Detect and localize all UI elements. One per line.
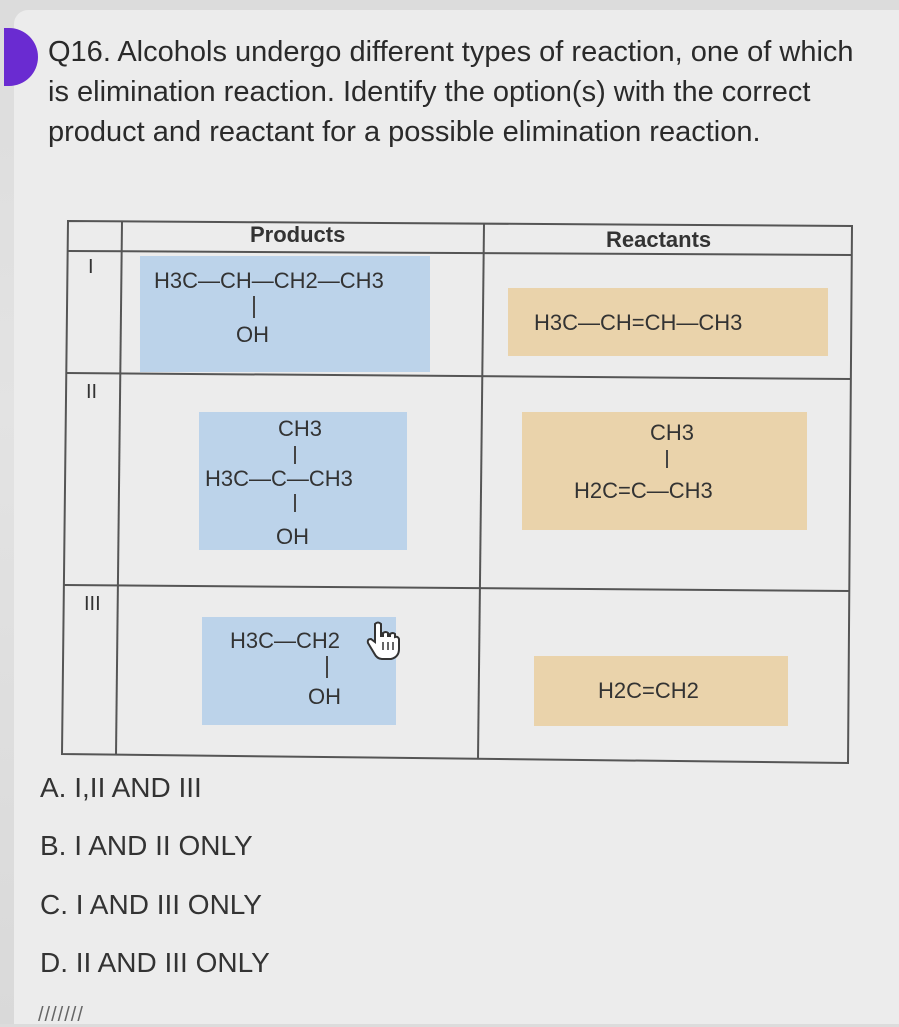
- question-text: Q16. Alcohols undergo different types of reaction, one of which is elimination reaction. Identify the option(s) with the correct product and reactant for a possible elimination reaction.: [48, 36, 854, 148]
- product-ii-top: CH3: [278, 416, 323, 441]
- row-label-iii: III: [84, 593, 101, 615]
- product-ii-oh: OH: [276, 524, 309, 549]
- option-c[interactable]: C. I AND III ONLY: [40, 889, 262, 920]
- option-a[interactable]: A. I,II AND III: [40, 772, 202, 803]
- product-iii-oh: OH: [308, 684, 341, 709]
- option-d[interactable]: D. II AND III ONLY: [40, 947, 270, 978]
- products-header: Products: [250, 222, 346, 247]
- product-i-oh: OH: [236, 322, 269, 347]
- product-iii-formula: H3C—CH2: [230, 628, 341, 653]
- row-label-ii: II: [86, 381, 98, 403]
- bond-line: [294, 494, 296, 512]
- bond-line: [253, 296, 255, 318]
- row-label-i: I: [88, 256, 94, 278]
- bond-line: [666, 450, 668, 468]
- footer-marks: ///////: [38, 1004, 84, 1026]
- reactant-i-formula: H3C—CH=CH—CH3: [534, 310, 743, 335]
- product-ii-formula: H3C—C—CH3: [205, 466, 353, 491]
- product-i-formula: H3C—CH—CH2—CH3: [154, 268, 384, 293]
- reactants-header: Reactants: [606, 227, 712, 252]
- bond-line: [294, 446, 296, 464]
- accent-marker: [4, 28, 38, 86]
- bond-line: [326, 656, 328, 678]
- reactant-ii-formula: H2C=C—CH3: [574, 478, 713, 503]
- option-b[interactable]: B. I AND II ONLY: [40, 830, 253, 861]
- reactant-iii-formula: H2C=CH2: [598, 678, 699, 703]
- reactant-ii-top: CH3: [650, 420, 695, 445]
- hand-pointer-icon: [364, 620, 400, 660]
